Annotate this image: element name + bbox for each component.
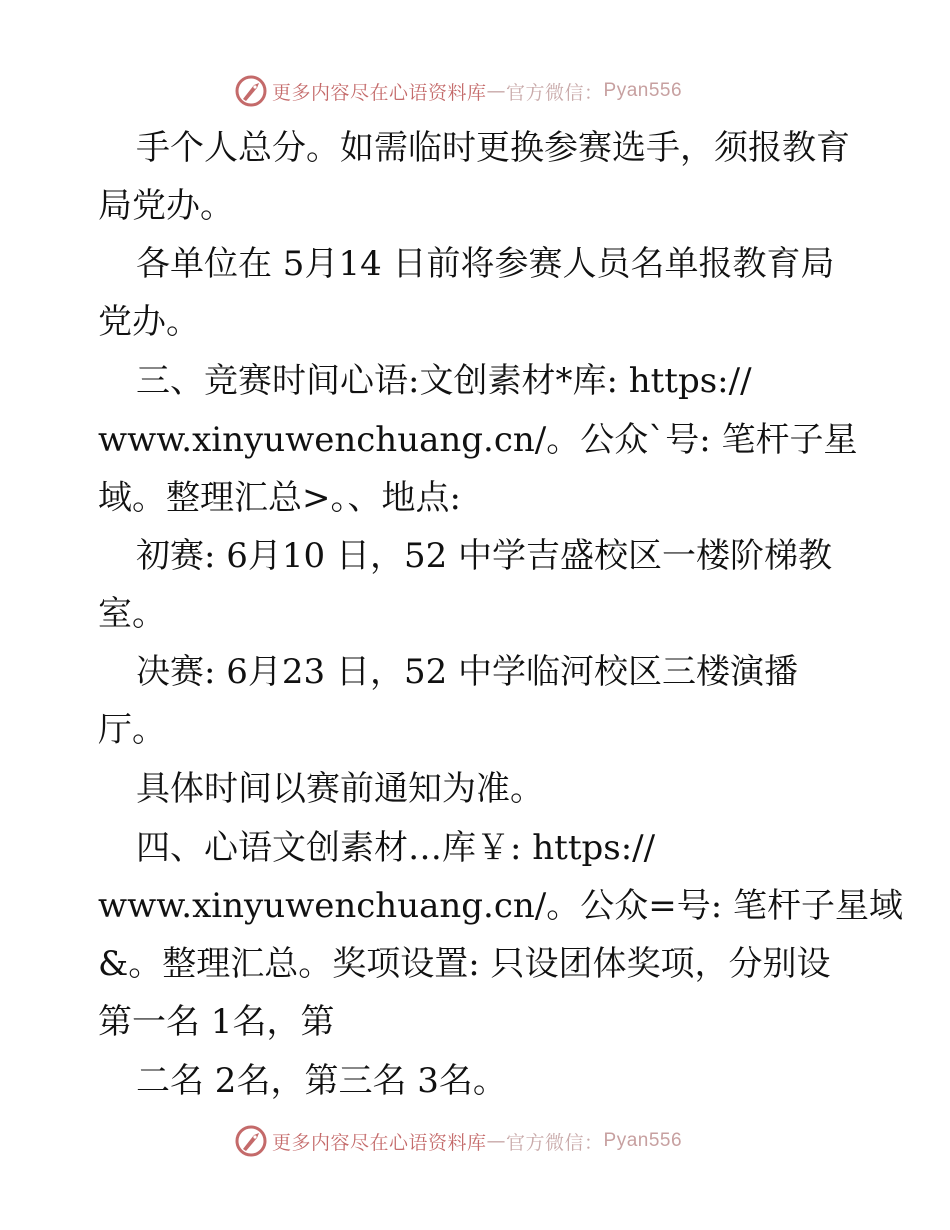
watermark-separator: — [486, 80, 507, 102]
pen-nib-logo-icon [234, 74, 268, 108]
text-line: 具体时间以赛前通知为准。 [136, 769, 544, 809]
text-line: 室。 [98, 594, 166, 634]
watermark-brand: 更多内容尽在心语资料库 [272, 1131, 487, 1154]
text-line: &。整理汇总。奖项设置: 只设团体奖项，分别设 [98, 944, 831, 984]
header-watermark [234, 74, 682, 108]
text-line: 厅。 [98, 710, 166, 750]
watermark-brand: 更多内容尽在心语资料库 [272, 81, 487, 104]
text-line: 初赛: 6月10 日，52 中学吉盛校区一楼阶梯教 [136, 536, 833, 576]
watermark-wechat-id: Pyan556 [603, 80, 683, 101]
text-line: www.xinyuwenchuang.cn/。公众=号: 笔杆子星域 [98, 886, 903, 926]
watermark-official: 官方微信： [506, 81, 604, 104]
text-line: 各单位在 5月14 日前将参赛人员名单报教育局 [136, 244, 835, 284]
text-line: 二名 2名，第三名 3名。 [136, 1061, 507, 1101]
text-line: 党办。 [98, 302, 200, 342]
text-line: 手个人总分。如需临时更换参赛选手，须报教育 [136, 128, 850, 168]
text-line: 四、心语文创素材…库￥: https:// [136, 828, 656, 868]
text-line: www.xinyuwenchuang.cn/。公众`号: 笔杆子星 [98, 420, 858, 460]
text-line: 决赛: 6月23 日，52 中学临河校区三楼演播 [136, 652, 799, 692]
footer-watermark [234, 1124, 682, 1158]
watermark-official: 官方微信： [506, 1131, 604, 1154]
watermark-wechat-id: Pyan556 [603, 1130, 683, 1151]
text-line: 域。整理汇总>。、地点: [98, 478, 461, 518]
text-line: 三、竞赛时间心语:文创素材*库: https:// [136, 361, 752, 401]
text-line: 第一名 1名，第 [98, 1002, 335, 1042]
watermark-separator: — [486, 1130, 507, 1152]
pen-nib-logo-icon [234, 1124, 268, 1158]
text-line: 局党办。 [98, 186, 234, 226]
